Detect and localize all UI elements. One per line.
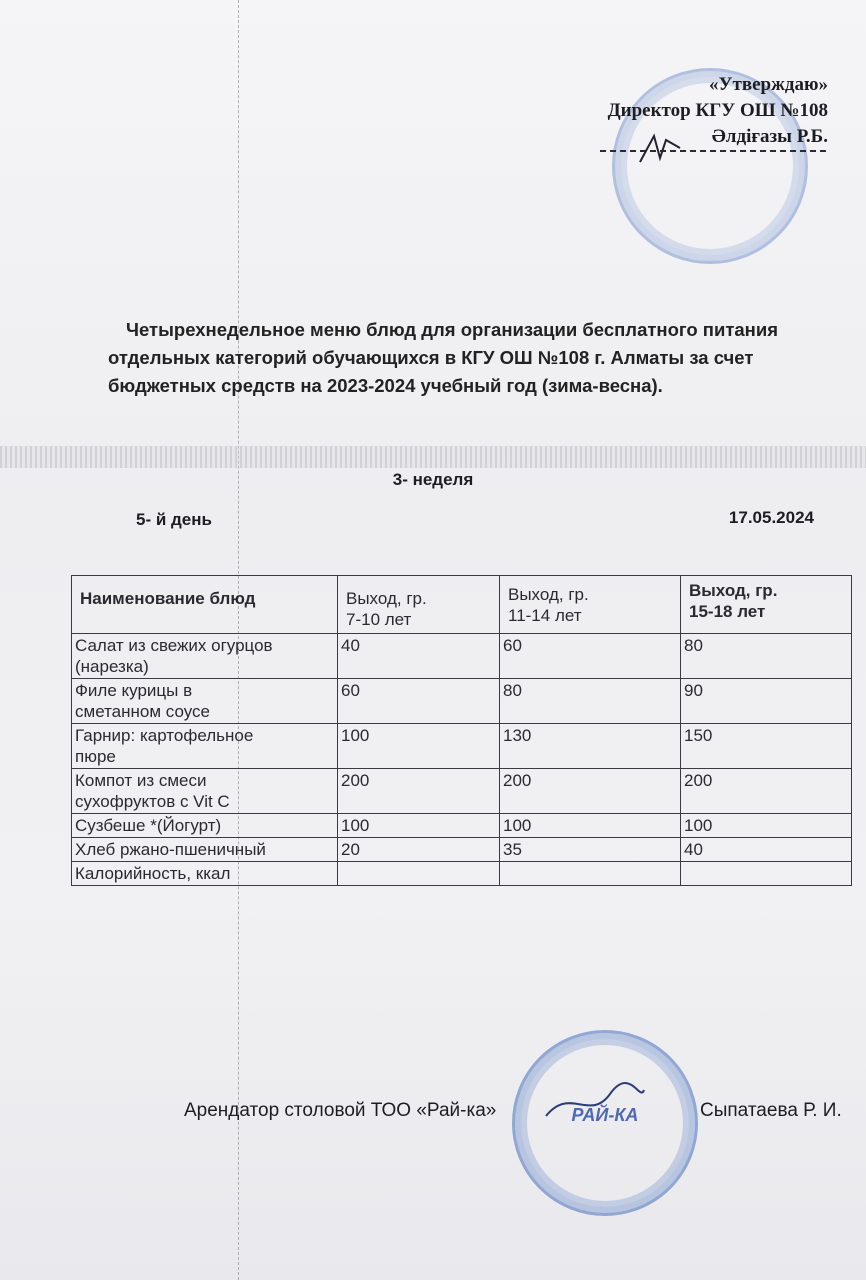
title-line-3: бюджетных средств на 2023-2024 учебный год (зима-весна). [108,375,663,396]
approval-line-1: «Утверждаю» [709,74,828,95]
tenant-signatory-name: Сыпатаева Р. И. [700,1100,842,1121]
yield-15-18-cell: 100 [681,814,852,838]
table-row [72,724,852,769]
yield-7-10-cell: 20 [338,838,500,862]
yield-11-14-cell: 60 [500,634,681,679]
header-yield-15-18 [681,576,852,634]
director-signature [636,128,686,168]
header-age-range: 15-18 лет [689,602,766,621]
table-row [72,769,852,814]
table-header-row [72,576,852,634]
dish-name-line-1: Салат из свежих огурцов [75,636,273,655]
header-dish-name-text: Наименование блюд [80,589,256,608]
yield-15-18-cell: 90 [681,679,852,724]
dish-name-cell: Сузбеше *(Йогурт) [72,814,338,838]
tenant-signature [540,1082,650,1126]
yield-15-18-cell [681,862,852,886]
dish-name-cell [72,679,338,724]
dish-name-cell [72,724,338,769]
table-row [72,862,852,886]
signature-line [600,150,826,152]
dish-name-line-2: сметанном соусе [75,702,210,721]
header-yield-label: Выход, гр. [346,589,427,608]
table-row [72,838,852,862]
yield-15-18-cell: 150 [681,724,852,769]
table-row [72,814,852,838]
dish-name-cell [72,634,338,679]
yield-7-10-cell: 100 [338,814,500,838]
approval-line-2: Директор КГУ ОШ №108 [607,100,828,121]
dish-name-line-1: Филе курицы в [75,681,193,700]
yield-15-18-cell: 80 [681,634,852,679]
document-title [108,316,828,400]
title-line-2: отдельных категорий обучающихся в КГУ ОШ №108 г. Алматы за счет [108,347,754,368]
scan-artifact-band [0,446,866,468]
dish-name-line-2: пюре [75,747,116,766]
table-row [72,634,852,679]
yield-11-14-cell: 100 [500,814,681,838]
header-age-range: 11-14 лет [508,606,582,625]
tenant-label: Арендатор столовой ТОО «Рай-ка» [184,1100,497,1121]
yield-11-14-cell: 130 [500,724,681,769]
week-label: 3- неделя [392,470,474,489]
dish-name-cell: Хлеб ржано-пшеничный [72,838,338,862]
title-line-1: Четырехнедельное меню блюд для организации бесплатного питания [126,319,779,340]
menu-table [71,575,852,886]
dish-name-cell: Калорийность, ккал [72,862,338,886]
yield-15-18-cell: 40 [681,838,852,862]
dish-name-line-1: Компот из смеси [75,771,207,790]
dish-name-line-1: Гарнир: картофельное [75,726,254,745]
header-dish-name [72,576,338,634]
header-yield-11-14 [500,576,681,634]
header-yield-label: Выход, гр. [689,581,778,600]
dish-name-cell [72,769,338,814]
yield-11-14-cell: 80 [500,679,681,724]
yield-7-10-cell: 40 [338,634,500,679]
yield-11-14-cell: 200 [500,769,681,814]
table-row [72,679,852,724]
day-label: 5- й день [136,510,212,529]
menu-date: 17.05.2024 [728,508,814,527]
approval-line-3: Әлдіғазы Р.Б. [711,126,828,147]
header-yield-label: Выход, гр. [508,585,589,604]
yield-7-10-cell: 200 [338,769,500,814]
yield-7-10-cell [338,862,500,886]
yield-11-14-cell: 35 [500,838,681,862]
header-age-range: 7-10 лет [346,610,412,629]
yield-11-14-cell [500,862,681,886]
stamp-logo-text: РАЙ-КА [571,1105,639,1125]
yield-7-10-cell: 60 [338,679,500,724]
dish-name-line-2: (нарезка) [75,657,149,676]
yield-15-18-cell: 200 [681,769,852,814]
yield-7-10-cell: 100 [338,724,500,769]
dish-name-line-2: сухофруктов с Vit C [75,792,230,811]
header-yield-7-10 [338,576,500,634]
